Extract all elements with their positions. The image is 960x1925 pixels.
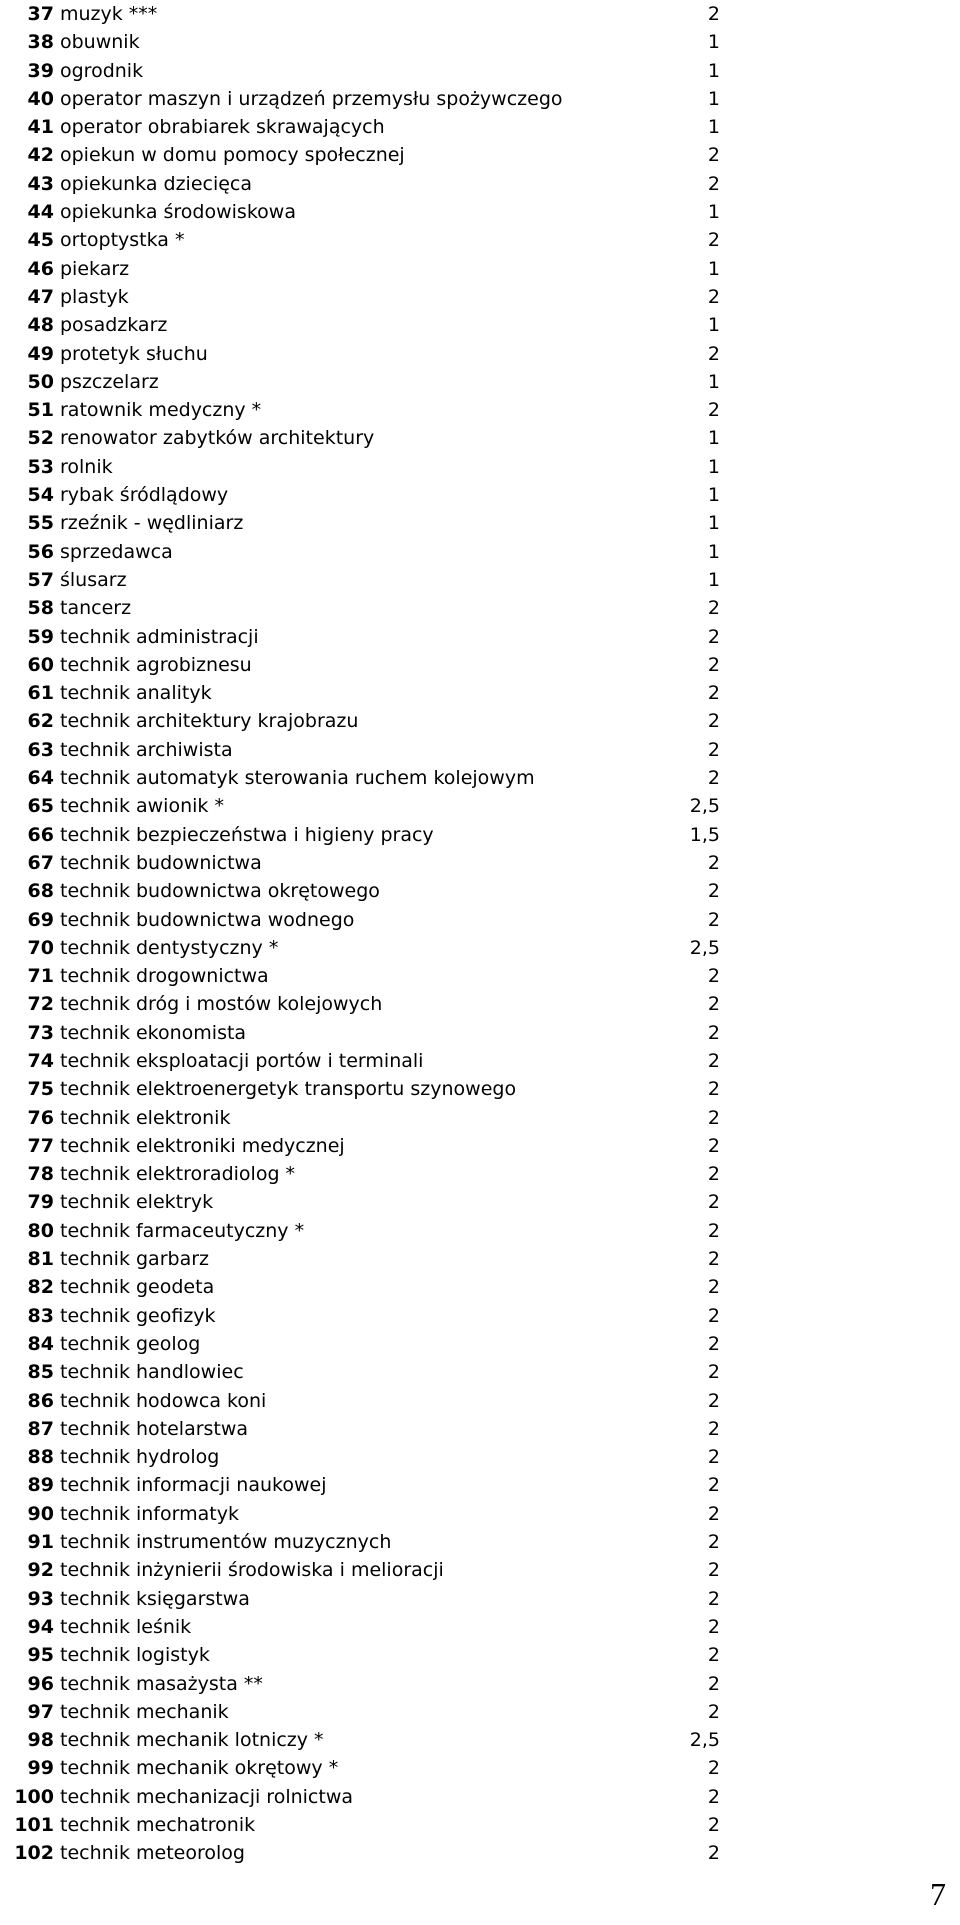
- row-value: 2: [707, 625, 720, 648]
- table-row: [0, 1754, 720, 1782]
- profession-name: technik księgarstwa: [60, 1587, 250, 1610]
- table-row: [0, 1160, 720, 1188]
- profession-name: technik budownictwa wodnego: [60, 908, 355, 931]
- profession-name: technik inżynierii środowiska i melioracji: [60, 1559, 444, 1582]
- profession-name: protetyk słuchu: [60, 342, 208, 365]
- row-value: 1: [707, 59, 720, 82]
- profession-name: technik logistyk: [60, 1644, 210, 1667]
- row-number: 66: [27, 823, 54, 846]
- table-row: [0, 424, 720, 452]
- row-number: 88: [27, 1446, 54, 1469]
- table-row: [0, 283, 720, 311]
- profession-name: piekarz: [60, 257, 130, 280]
- row-value: 1: [707, 568, 720, 591]
- table-row: [0, 566, 720, 594]
- row-value: 2: [707, 1106, 720, 1129]
- profession-name: technik geodeta: [60, 1276, 215, 1299]
- row-number: 56: [27, 540, 54, 563]
- profession-name: rzeźnik - wędliniarz: [60, 512, 244, 535]
- table-row: [0, 198, 720, 226]
- row-number: 77: [27, 1134, 54, 1157]
- row-number: 80: [27, 1219, 54, 1242]
- row-number: 76: [27, 1106, 54, 1129]
- table-row: [0, 1811, 720, 1839]
- row-number: 39: [27, 59, 54, 82]
- row-value: 2: [707, 1163, 720, 1186]
- row-value: 1,5: [689, 823, 720, 846]
- table-row: [0, 141, 720, 169]
- row-number: 62: [27, 710, 54, 733]
- row-number: 92: [27, 1559, 54, 1582]
- table-row: [0, 1443, 720, 1471]
- row-value: 2: [707, 399, 720, 422]
- row-value: 2: [707, 880, 720, 903]
- profession-name: technik mechatronik: [60, 1814, 256, 1836]
- profession-name: technik budownictwa okrętowego: [60, 880, 380, 903]
- row-number: 45: [27, 229, 54, 252]
- row-value: 2: [707, 1276, 720, 1299]
- row-number: 60: [27, 653, 54, 676]
- row-number: 87: [27, 1417, 54, 1440]
- row-number: 52: [27, 427, 54, 450]
- row-number: 48: [27, 314, 54, 337]
- profession-name: technik elektronik: [60, 1106, 231, 1129]
- table-row: [0, 906, 720, 934]
- profession-name: technik hodowca koni: [60, 1389, 267, 1412]
- profession-name: technik garbarz: [60, 1248, 209, 1271]
- table-row: [0, 0, 720, 28]
- profession-name: technik mechanizacji rolnictwa: [60, 1785, 353, 1808]
- row-value: 1: [707, 257, 720, 280]
- profession-name: tancerz: [60, 597, 132, 620]
- profession-name: technik masażysta **: [60, 1672, 263, 1695]
- table-row: [0, 1358, 720, 1386]
- profession-name: opiekunka środowiskowa: [60, 201, 296, 224]
- profession-name: operator obrabiarek skrawających: [60, 116, 385, 139]
- profession-name: technik instrumentów muzycznych: [60, 1531, 392, 1554]
- profession-name: technik ekonomista: [60, 1021, 247, 1044]
- profession-name: technik elektroradiolog *: [60, 1163, 296, 1186]
- row-number: 58: [27, 597, 54, 620]
- profession-name: pszczelarz: [60, 370, 159, 393]
- profession-name: plastyk: [60, 285, 129, 308]
- row-number: 83: [27, 1304, 54, 1327]
- profession-name: technik bezpieczeństwa i higieny pracy: [60, 823, 434, 846]
- profession-name: technik archiwista: [60, 738, 233, 761]
- table-row: [0, 1500, 720, 1528]
- row-number: 49: [27, 342, 54, 365]
- table-row: [0, 877, 720, 905]
- table-row: [0, 1670, 720, 1698]
- profession-name: technik dentystyczny *: [60, 936, 279, 959]
- row-number: 53: [27, 455, 54, 478]
- profession-name: technik agrobiznesu: [60, 653, 252, 676]
- table-row: [0, 707, 720, 735]
- row-value: 2: [707, 1248, 720, 1271]
- table-row: [0, 1245, 720, 1273]
- table-row: [0, 1726, 720, 1754]
- row-value: 2: [707, 1814, 720, 1836]
- table-row: [0, 170, 720, 198]
- row-value: 2: [707, 993, 720, 1016]
- row-number: 90: [27, 1502, 54, 1525]
- row-number: 95: [27, 1644, 54, 1667]
- row-value: 2: [707, 1644, 720, 1667]
- row-value: 2: [707, 172, 720, 195]
- row-number: 73: [27, 1021, 54, 1044]
- row-number: 71: [27, 965, 54, 988]
- row-number: 61: [27, 682, 54, 705]
- table-row: [0, 226, 720, 254]
- profession-name: technik eksploatacji portów i terminali: [60, 1049, 424, 1072]
- row-value: 2: [707, 1502, 720, 1525]
- row-number: 94: [27, 1615, 54, 1638]
- table-row: [0, 934, 720, 962]
- table-row: [0, 1641, 720, 1669]
- row-number: 70: [27, 936, 54, 959]
- row-number: 65: [27, 795, 54, 818]
- profession-name: ślusarz: [60, 568, 127, 591]
- table-row: [0, 1839, 720, 1867]
- row-number: 96: [27, 1672, 54, 1695]
- row-number: 57: [27, 568, 54, 591]
- row-number: 64: [27, 767, 54, 790]
- table-row: [0, 1415, 720, 1443]
- row-value: 2: [707, 1700, 720, 1723]
- row-value: 2: [707, 682, 720, 705]
- profession-name: technik architektury krajobrazu: [60, 710, 359, 733]
- row-number: 84: [27, 1332, 54, 1355]
- profession-name: technik drogownictwa: [60, 965, 269, 988]
- row-value: 2: [707, 1219, 720, 1242]
- row-value: 2: [707, 653, 720, 676]
- profession-name: ogrodnik: [60, 59, 144, 82]
- row-value: 2: [707, 1672, 720, 1695]
- profession-name: rybak śródlądowy: [60, 484, 229, 507]
- row-value: 2: [707, 1021, 720, 1044]
- row-value: 2,5: [689, 1729, 720, 1752]
- table-row: [0, 1698, 720, 1726]
- row-number: 63: [27, 738, 54, 761]
- table-row: [0, 1273, 720, 1301]
- table-row: [0, 28, 720, 56]
- row-number: 59: [27, 625, 54, 648]
- profession-name: posadzkarz: [60, 314, 168, 337]
- table-row: [0, 1302, 720, 1330]
- row-value: 2: [707, 1446, 720, 1469]
- table-row: [0, 1556, 720, 1584]
- row-number: 85: [27, 1361, 54, 1384]
- row-value: 2: [707, 767, 720, 790]
- table-row: [0, 594, 720, 622]
- row-value: 2: [707, 1417, 720, 1440]
- profession-name: obuwnik: [60, 31, 140, 54]
- row-number: 102: [14, 1842, 54, 1865]
- table-row: [0, 1585, 720, 1613]
- profession-name: technik informacji naukowej: [60, 1474, 327, 1497]
- row-value: 2: [707, 1389, 720, 1412]
- row-value: 1: [707, 201, 720, 224]
- table-row: [0, 990, 720, 1018]
- profession-name: renowator zabytków architektury: [60, 427, 375, 450]
- row-value: 1: [707, 87, 720, 110]
- row-number: 40: [27, 87, 54, 110]
- table-row: [0, 1104, 720, 1132]
- table-row: [0, 1019, 720, 1047]
- profession-name: technik automatyk sterowania ruchem kolejowym: [60, 767, 535, 790]
- row-value: 2: [707, 710, 720, 733]
- row-value: 2: [707, 908, 720, 931]
- profession-name: technik geofizyk: [60, 1304, 216, 1327]
- row-number: 67: [27, 851, 54, 874]
- row-value: 1: [707, 31, 720, 54]
- row-number: 69: [27, 908, 54, 931]
- row-value: 2: [707, 1332, 720, 1355]
- row-number: 51: [27, 399, 54, 422]
- row-number: 81: [27, 1248, 54, 1271]
- profession-name: ratownik medyczny *: [60, 399, 262, 422]
- row-number: 42: [27, 144, 54, 167]
- row-value: 2: [707, 965, 720, 988]
- table-row: [0, 821, 720, 849]
- row-value: 2: [707, 229, 720, 252]
- row-number: 78: [27, 1163, 54, 1186]
- row-value: 1: [707, 314, 720, 337]
- profession-name: technik meteorolog: [60, 1842, 245, 1865]
- row-number: 54: [27, 484, 54, 507]
- table-row: [0, 1132, 720, 1160]
- row-number: 41: [27, 116, 54, 139]
- table-row: [0, 736, 720, 764]
- row-number: 100: [14, 1785, 54, 1808]
- table-row: [0, 849, 720, 877]
- table-row: [0, 1783, 720, 1811]
- row-number: 43: [27, 172, 54, 195]
- profession-name: muzyk ***: [60, 3, 158, 25]
- row-value: 2: [707, 1361, 720, 1384]
- row-number: 86: [27, 1389, 54, 1412]
- row-value: 2: [707, 1785, 720, 1808]
- profession-name: technik administracji: [60, 625, 259, 648]
- row-value: 2: [707, 1474, 720, 1497]
- row-value: 2: [707, 1757, 720, 1780]
- row-value: 2: [707, 1191, 720, 1214]
- table-row: [0, 453, 720, 481]
- row-value: 2: [707, 3, 720, 25]
- profession-name: technik awionik *: [60, 795, 224, 818]
- table-row: [0, 651, 720, 679]
- table-row: [0, 1528, 720, 1556]
- table-row: [0, 1387, 720, 1415]
- row-number: 99: [27, 1757, 54, 1780]
- profession-name: technik informatyk: [60, 1502, 239, 1525]
- row-number: 44: [27, 201, 54, 224]
- row-number: 97: [27, 1700, 54, 1723]
- profession-name: technik dróg i mostów kolejowych: [60, 993, 383, 1016]
- row-value: 2: [707, 285, 720, 308]
- row-value: 2: [707, 851, 720, 874]
- profession-name: technik handlowiec: [60, 1361, 244, 1384]
- row-number: 74: [27, 1049, 54, 1072]
- row-value: 1: [707, 427, 720, 450]
- table-row: [0, 1047, 720, 1075]
- table-row: [0, 1217, 720, 1245]
- table-row: [0, 792, 720, 820]
- table-row: [0, 679, 720, 707]
- profession-name: opiekun w domu pomocy społecznej: [60, 144, 405, 167]
- profession-name: technik mechanik: [60, 1700, 229, 1723]
- profession-name: technik hydrolog: [60, 1446, 220, 1469]
- row-value: 1: [707, 370, 720, 393]
- table-row: [0, 962, 720, 990]
- table-row: [0, 1471, 720, 1499]
- table-row: [0, 509, 720, 537]
- table-row: [0, 1188, 720, 1216]
- table-row: [0, 1613, 720, 1641]
- row-number: 82: [27, 1276, 54, 1299]
- table-row: [0, 57, 720, 85]
- table-row: [0, 311, 720, 339]
- row-number: 47: [27, 285, 54, 308]
- row-number: 50: [27, 370, 54, 393]
- profession-name: opiekunka dziecięca: [60, 172, 253, 195]
- profession-name: technik elektroenergetyk transportu szynowego: [60, 1078, 517, 1101]
- row-number: 101: [14, 1814, 54, 1836]
- page-number: 7: [930, 1876, 946, 1912]
- profession-name: technik analityk: [60, 682, 212, 705]
- profession-name: operator maszyn i urządzeń przemysłu spożywczego: [60, 87, 563, 110]
- table-row: [0, 113, 720, 141]
- profession-name: technik budownictwa: [60, 851, 262, 874]
- table-row: [0, 340, 720, 368]
- row-number: 75: [27, 1078, 54, 1101]
- row-value: 2: [707, 738, 720, 761]
- row-value: 1: [707, 512, 720, 535]
- profession-name: ortoptystka *: [60, 229, 185, 252]
- row-value: 2: [707, 1615, 720, 1638]
- table-row: [0, 764, 720, 792]
- row-number: 68: [27, 880, 54, 903]
- profession-name: technik farmaceutyczny *: [60, 1219, 305, 1242]
- table-row: [0, 368, 720, 396]
- profession-name: rolnik: [60, 455, 113, 478]
- row-value: 1: [707, 116, 720, 139]
- profession-name: technik elektroniki medycznej: [60, 1134, 345, 1157]
- row-number: 38: [27, 31, 54, 54]
- row-value: 2: [707, 1842, 720, 1865]
- table-row: [0, 538, 720, 566]
- row-value: 2: [707, 1134, 720, 1157]
- row-number: 72: [27, 993, 54, 1016]
- row-number: 98: [27, 1729, 54, 1752]
- row-number: 89: [27, 1474, 54, 1497]
- row-value: 1: [707, 540, 720, 563]
- row-value: 2: [707, 144, 720, 167]
- table-row: [0, 1330, 720, 1358]
- row-value: 2: [707, 597, 720, 620]
- row-value: 2: [707, 1304, 720, 1327]
- row-number: 37: [27, 3, 54, 25]
- row-value: 1: [707, 484, 720, 507]
- row-number: 79: [27, 1191, 54, 1214]
- table-row: [0, 1075, 720, 1103]
- profession-name: technik mechanik okrętowy *: [60, 1757, 339, 1780]
- row-number: 55: [27, 512, 54, 535]
- profession-name: technik geolog: [60, 1332, 201, 1355]
- row-number: 46: [27, 257, 54, 280]
- row-value: 2: [707, 1078, 720, 1101]
- table-row: [0, 481, 720, 509]
- profession-name: technik leśnik: [60, 1615, 192, 1638]
- row-number: 93: [27, 1587, 54, 1610]
- profession-name: sprzedawca: [60, 540, 173, 563]
- row-value: 2: [707, 1049, 720, 1072]
- row-number: 91: [27, 1531, 54, 1554]
- row-value: 2: [707, 1587, 720, 1610]
- table-row: [0, 255, 720, 283]
- row-value: 2,5: [689, 936, 720, 959]
- row-value: 2: [707, 1559, 720, 1582]
- row-value: 2: [707, 1531, 720, 1554]
- table-row: [0, 85, 720, 113]
- profession-name: technik elektryk: [60, 1191, 214, 1214]
- row-value: 1: [707, 455, 720, 478]
- row-value: 2: [707, 342, 720, 365]
- profession-name: technik mechanik lotniczy *: [60, 1729, 324, 1752]
- table-row: [0, 396, 720, 424]
- row-value: 2,5: [689, 795, 720, 818]
- profession-name: technik hotelarstwa: [60, 1417, 249, 1440]
- table-row: [0, 623, 720, 651]
